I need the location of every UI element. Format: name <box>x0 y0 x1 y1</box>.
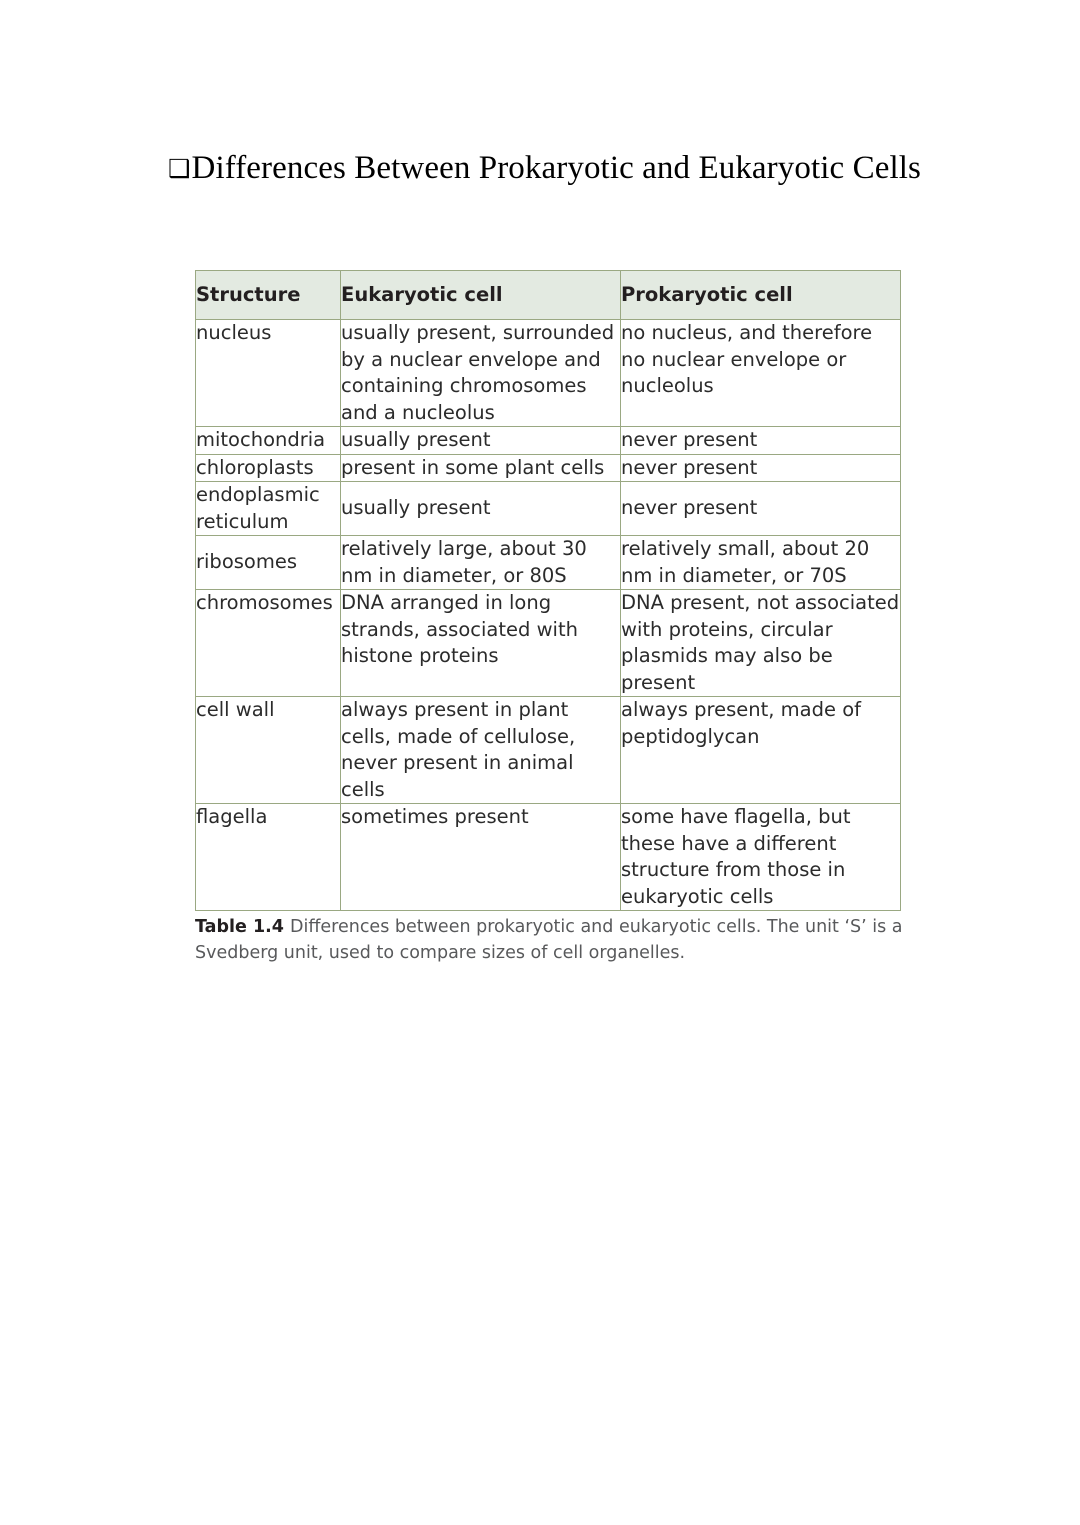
cell-structure: endoplasmic reticulum <box>196 482 341 536</box>
cell-prokaryotic: some have flagella, but these have a different structure from those in eukaryotic cells <box>621 804 901 911</box>
table-row <box>196 536 901 590</box>
table-row <box>196 590 901 697</box>
cell-eukaryotic: DNA arranged in long strands, associated with histone proteins <box>341 590 621 697</box>
cell-eukaryotic: usually present <box>341 427 621 455</box>
cell-structure: ribosomes <box>196 536 341 590</box>
table-row <box>196 482 901 536</box>
bullet-square-icon: ❑ <box>168 154 191 184</box>
cell-structure: nucleus <box>196 320 341 427</box>
table-body <box>196 320 901 911</box>
cell-eukaryotic: relatively large, about 30 nm in diameter, or 80S <box>341 536 621 590</box>
column-header-prokaryotic-cell: Prokaryotic cell <box>621 271 901 320</box>
page-title-text: Differences Between Prokaryotic and Eukaryotic Cells <box>191 150 921 187</box>
cell-prokaryotic: relatively small, about 20 nm in diameter, or 70S <box>621 536 901 590</box>
cell-prokaryotic: never present <box>621 482 901 536</box>
table-caption <box>195 914 907 966</box>
cell-structure: cell wall <box>196 697 341 804</box>
cell-eukaryotic: usually present, surrounded by a nuclear envelope and containing chromosomes and a nucleolus <box>341 320 621 427</box>
cell-eukaryotic: present in some plant cells <box>341 454 621 482</box>
table-row <box>196 454 901 482</box>
prokaryotic-eukaryotic-comparison-table <box>195 270 901 911</box>
cell-eukaryotic: sometimes present <box>341 804 621 911</box>
column-header-structure: Structure <box>196 271 341 320</box>
cell-prokaryotic: never present <box>621 454 901 482</box>
cell-structure: mitochondria <box>196 427 341 455</box>
cell-prokaryotic: never present <box>621 427 901 455</box>
table-row <box>196 804 901 911</box>
table-header-row <box>196 271 901 320</box>
cell-prokaryotic: no nucleus, and therefore no nuclear envelope or nucleolus <box>621 320 901 427</box>
cell-eukaryotic: usually present <box>341 482 621 536</box>
comparison-table-container <box>195 270 900 911</box>
page-title <box>168 146 958 191</box>
table-row <box>196 697 901 804</box>
cell-eukaryotic: always present in plant cells, made of cellulose, never present in animal cells <box>341 697 621 804</box>
cell-structure: chloroplasts <box>196 454 341 482</box>
cell-prokaryotic: always present, made of peptidoglycan <box>621 697 901 804</box>
column-header-eukaryotic-cell: Eukaryotic cell <box>341 271 621 320</box>
table-row <box>196 320 901 427</box>
cell-structure: chromosomes <box>196 590 341 697</box>
table-caption-text: Differences between prokaryotic and eukaryotic cells. The unit ‘S’ is a Svedberg unit, used to compare sizes of cell organelles. <box>195 916 903 963</box>
cell-structure: flagella <box>196 804 341 911</box>
cell-prokaryotic: DNA present, not associated with proteins, circular plasmids may also be present <box>621 590 901 697</box>
table-row <box>196 427 901 455</box>
table-caption-label: Table 1.4 <box>195 916 284 937</box>
